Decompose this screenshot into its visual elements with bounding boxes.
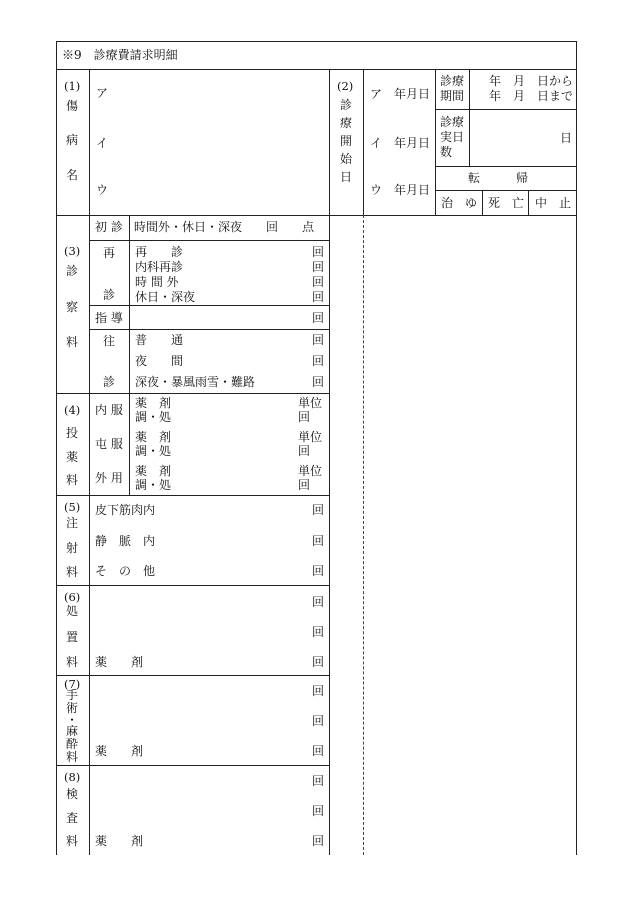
start-i-label: イ	[370, 136, 383, 150]
rule-outcome-sep-2	[528, 190, 529, 215]
test-unit-2: 回	[312, 804, 325, 818]
med-internal-drug: 薬 剤	[135, 396, 172, 410]
outcome-cured: 治 ゆ	[441, 196, 478, 210]
revisit-item-4: 休日・深夜	[135, 290, 196, 304]
period-from: 年 月 日から	[489, 74, 574, 88]
inject-other: そ の 他	[95, 564, 156, 578]
home-visit-night: 夜 間	[135, 354, 184, 368]
home-visit-unit-1: 回	[312, 333, 325, 347]
revisit-unit-2: 回	[312, 260, 325, 274]
med-label-char-1: 投	[65, 426, 78, 440]
rule-mid	[329, 69, 330, 855]
med-external-unit-1: 単位	[298, 464, 323, 478]
inject-unit-2: 回	[312, 534, 325, 548]
period-label-2: 期間	[440, 89, 465, 103]
test-drug: 薬 剤	[95, 834, 144, 848]
home-visit-unit-3: 回	[312, 375, 325, 389]
med-label-char-3: 料	[65, 473, 78, 487]
inject-subcutaneous: 皮下筋肉内	[95, 503, 156, 517]
rule-period-bottom	[435, 109, 576, 110]
revisit-unit-1: 回	[312, 245, 325, 259]
inject-unit-1: 回	[312, 503, 325, 517]
home-visit-unit-2: 回	[312, 354, 325, 368]
rule-left	[56, 41, 57, 855]
surgery-unit-3: 回	[312, 744, 325, 758]
test-unit-3: 回	[312, 834, 325, 848]
treat-unit-1: 回	[312, 595, 325, 609]
days-label-1: 診療	[440, 115, 465, 129]
treat-unit-3: 回	[312, 655, 325, 669]
start-i-date: 年月日	[394, 136, 431, 150]
revisit-unit-4: 回	[312, 290, 325, 304]
treat-label-char-2: 置	[65, 630, 78, 644]
period-label-1: 診療	[440, 74, 465, 88]
med-internal-label: 内 服	[95, 403, 123, 417]
revisit-label-char-2: 診	[102, 288, 115, 302]
rule-title-bottom	[56, 69, 576, 70]
rule-section-label-col	[89, 215, 90, 855]
exam-label-char-1: 診	[65, 264, 78, 278]
period-to: 年 月 日まで	[489, 89, 574, 103]
test-number: (8)	[64, 770, 81, 784]
surgery-drug: 薬 剤	[95, 744, 144, 758]
rule-top	[56, 41, 576, 42]
med-label-char-2: 薬	[65, 450, 78, 464]
med-external-label: 外 用	[95, 471, 123, 485]
home-visit-late: 深夜・暴風雨雪・難路	[135, 375, 256, 389]
rule-revisit-bottom	[89, 305, 329, 306]
revisit-item-2: 内科再診	[135, 260, 184, 274]
inject-label-char-2: 射	[65, 541, 78, 555]
start-u-label: ウ	[370, 183, 383, 197]
surgery-unit-2: 回	[312, 714, 325, 728]
med-asneeded-label: 屯 服	[95, 437, 123, 451]
inject-label-char-3: 料	[65, 565, 78, 579]
surgery-label-char-4: 麻	[65, 724, 78, 738]
form-title: ※9 診療費請求明細	[62, 48, 178, 62]
inject-label-char-1: 注	[65, 516, 78, 530]
disease-i-label: イ	[96, 136, 109, 150]
med-external-drug: 薬 剤	[135, 464, 172, 478]
rule-first-visit-bottom	[89, 240, 329, 241]
treat-drug: 薬 剤	[95, 655, 144, 669]
surgery-label-char-5: 酔	[65, 737, 78, 751]
treat-number: (6)	[64, 590, 81, 604]
treat-unit-2: 回	[312, 625, 325, 639]
surgery-unit-1: 回	[312, 684, 325, 698]
guidance-label: 指 導	[95, 311, 123, 325]
med-asneeded-unit-1: 単位	[298, 430, 323, 444]
rule-header-bottom	[56, 215, 576, 216]
test-label-char-1: 検	[65, 787, 78, 801]
rule-days-bottom	[435, 166, 576, 167]
med-asneeded-unit-2: 回	[298, 444, 311, 458]
home-visit-label-char-1: 往	[102, 334, 115, 348]
outcome-header: 転 帰	[468, 171, 529, 185]
med-internal-unit-1: 単位	[298, 396, 323, 410]
rule-period-label-col	[469, 69, 470, 166]
rule-exam-bottom	[56, 393, 329, 394]
treat-label-char-1: 処	[65, 604, 78, 618]
surgery-label-char-1: 手	[65, 688, 78, 702]
home-visit-normal: 普 通	[135, 333, 184, 347]
rule-med-sub-col	[129, 393, 130, 495]
days-unit: 日	[560, 131, 573, 145]
revisit-unit-3: 回	[312, 275, 325, 289]
surgery-number: (7)	[64, 677, 81, 691]
rule-disease-label-col	[89, 69, 90, 215]
outcome-died: 死 亡	[488, 196, 525, 210]
inject-number: (5)	[64, 500, 81, 514]
exam-label-char-3: 料	[65, 335, 78, 349]
start-label-char-4: 始	[339, 152, 352, 166]
treat-label-char-3: 料	[65, 655, 78, 669]
disease-a-label: ア	[96, 86, 109, 100]
rule-dashed	[363, 215, 364, 855]
guidance-unit: 回	[312, 311, 325, 325]
rule-treat-bottom	[56, 675, 329, 676]
surgery-label-char-2: 術	[65, 701, 78, 715]
home-visit-label-char-2: 診	[102, 375, 115, 389]
surgery-label-char-3: ・	[65, 713, 78, 727]
rule-guidance-bottom	[89, 329, 329, 330]
rule-exam-sub-col	[129, 215, 130, 393]
rule-surgery-bottom	[56, 765, 329, 766]
start-number: (2)	[337, 79, 354, 93]
surgery-label-char-6: 料	[65, 750, 78, 764]
start-label-char-5: 日	[339, 170, 352, 184]
revisit-label-char-1: 再	[102, 246, 115, 260]
disease-label-char-2: 病	[65, 133, 78, 147]
start-a-date: 年月日	[394, 87, 431, 101]
disease-number: (1)	[64, 79, 81, 93]
med-external-unit-2: 回	[298, 478, 311, 492]
rule-start-label-col	[363, 69, 364, 215]
revisit-item-3: 時 間 外	[135, 275, 179, 289]
med-asneeded-dispense: 調・処	[135, 444, 172, 458]
exam-number: (3)	[64, 244, 81, 258]
inject-intravenous: 静 脈 内	[95, 534, 156, 548]
disease-u-label: ウ	[96, 183, 109, 197]
exam-label-char-2: 察	[65, 300, 78, 314]
disease-label-char-1: 傷	[65, 99, 78, 113]
rule-outcome-sep-1	[482, 190, 483, 215]
rule-right	[576, 41, 577, 855]
rule-outcome-header-bottom	[435, 190, 576, 191]
start-label-char-2: 療	[339, 116, 352, 130]
days-label-2: 実日	[440, 130, 465, 144]
days-label-3: 数	[440, 145, 453, 159]
test-label-char-2: 査	[65, 811, 78, 825]
outcome-stopped: 中 止	[535, 196, 572, 210]
start-u-date: 年月日	[394, 183, 431, 197]
start-label-char-1: 診	[339, 98, 352, 112]
test-unit-1: 回	[312, 774, 325, 788]
med-internal-unit-2: 回	[298, 410, 311, 424]
start-label-char-3: 開	[339, 134, 352, 148]
first-visit-text: 時間外・休日・深夜 回 点	[134, 220, 315, 234]
med-external-dispense: 調・処	[135, 478, 172, 492]
inject-unit-3: 回	[312, 564, 325, 578]
revisit-item-1: 再 診	[135, 245, 184, 259]
med-number: (4)	[64, 403, 81, 417]
med-internal-dispense: 調・処	[135, 410, 172, 424]
med-asneeded-drug: 薬 剤	[135, 430, 172, 444]
rule-med-bottom	[56, 495, 329, 496]
start-a-label: ア	[370, 87, 383, 101]
rule-inject-bottom	[56, 585, 329, 586]
first-visit-label: 初 診	[95, 220, 123, 234]
test-label-char-3: 料	[65, 834, 78, 848]
rule-start-date-col	[435, 69, 436, 215]
disease-label-char-3: 名	[65, 168, 78, 182]
